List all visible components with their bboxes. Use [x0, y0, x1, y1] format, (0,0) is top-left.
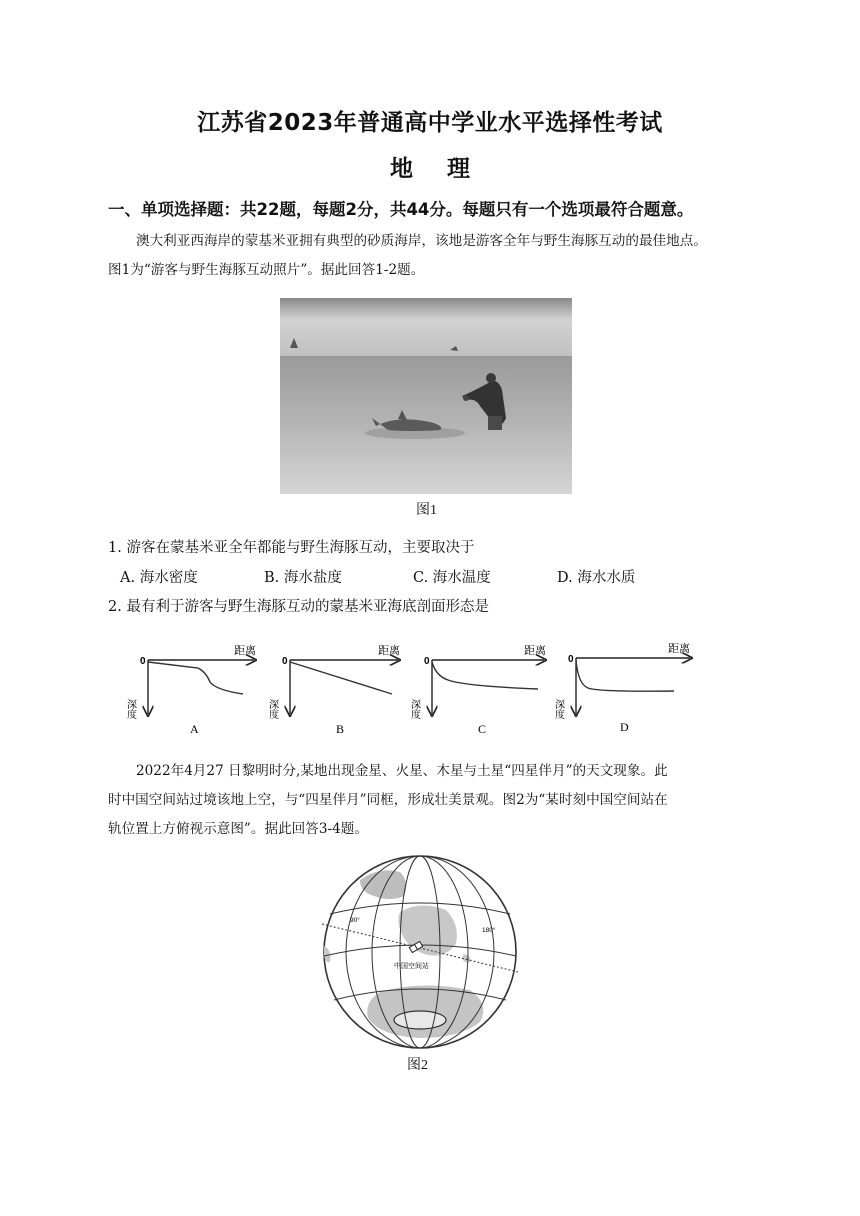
question1-stem: 1. 游客在蒙基米亚全年都能与野生海豚互动，主要取决于 [108, 540, 475, 556]
q1-option-b: B. 海水盐度 [264, 570, 342, 586]
figure1-caption: 图1 [416, 503, 437, 518]
profile-a-xlabel: 距离 [234, 644, 256, 657]
profile-a-label: A [190, 722, 199, 736]
station-label: 中国空间站 [394, 962, 429, 970]
globe-lon-180: 180° [482, 927, 496, 934]
globe-lon-90: 90° [350, 917, 360, 924]
passage1-line2: 图1为“游客与野生海豚互动照片”。据此回答1-2题。 [108, 262, 425, 278]
globe-diagram [320, 852, 520, 1052]
profile-a [125, 644, 257, 736]
profile-c [409, 644, 547, 736]
passage2-line2: 时中国空间站过境该地上空，与“四星伴月”同框，形成壮美景观。图2为“某时刻中国空间站在 [108, 792, 668, 808]
profile-c-xlabel: 距离 [524, 644, 546, 657]
profile-c-ylabel: 深度 [408, 699, 420, 719]
profile-d-origin: 0 [568, 654, 574, 665]
passage1-line1: 澳大利亚西海岸的蒙基米亚拥有典型的砂质海岸，该地是游客全年与野生海豚互动的最佳地点。 [136, 233, 707, 249]
question2-stem: 2. 最有利于游客与野生海豚互动的蒙基米亚海底剖面形态是 [108, 599, 489, 615]
profile-c-origin: 0 [424, 656, 430, 667]
profile-b-label: B [336, 722, 345, 736]
profile-d-ylabel: 深度 [552, 699, 564, 719]
passage1 [108, 227, 778, 285]
passage2-line3: 轨位置上方俯视示意图”。据此回答3-4题。 [108, 821, 368, 837]
q1-option-d: D. 海水水质 [557, 570, 636, 586]
figure2-caption: 图2 [407, 1058, 428, 1073]
profile-b-xlabel: 距离 [378, 644, 400, 657]
passage2-line1: 2022年4月27 日黎明时分,某地出现金星、火星、木星与土星“四星伴月”的天文现象。此 [136, 763, 668, 779]
section-heading: 一、单项选择题：共22题，每题2分，共44分。每题只有一个选项最符合题意。 [108, 200, 694, 219]
profile-c-label: C [478, 722, 487, 736]
profile-b-origin: 0 [282, 656, 288, 667]
q1-option-c: C. 海水温度 [413, 570, 491, 586]
page-title: 江苏省2023年普通高中学业水平选择性考试 [197, 110, 663, 136]
profile-d [553, 642, 691, 734]
profile-a-ylabel: 深度 [124, 699, 136, 719]
q1-option-a: A. 海水密度 [120, 570, 198, 586]
profile-d-xlabel: 距离 [668, 642, 690, 655]
profile-b [267, 644, 401, 736]
dolphin-photo [280, 298, 572, 494]
passage2 [108, 757, 778, 844]
profile-a-origin: 0 [140, 656, 146, 667]
profile-d-label: D [620, 720, 629, 734]
profile-b-ylabel: 深度 [266, 699, 278, 719]
subject-title: 地理 [390, 156, 504, 182]
seabed-profiles [124, 636, 708, 746]
